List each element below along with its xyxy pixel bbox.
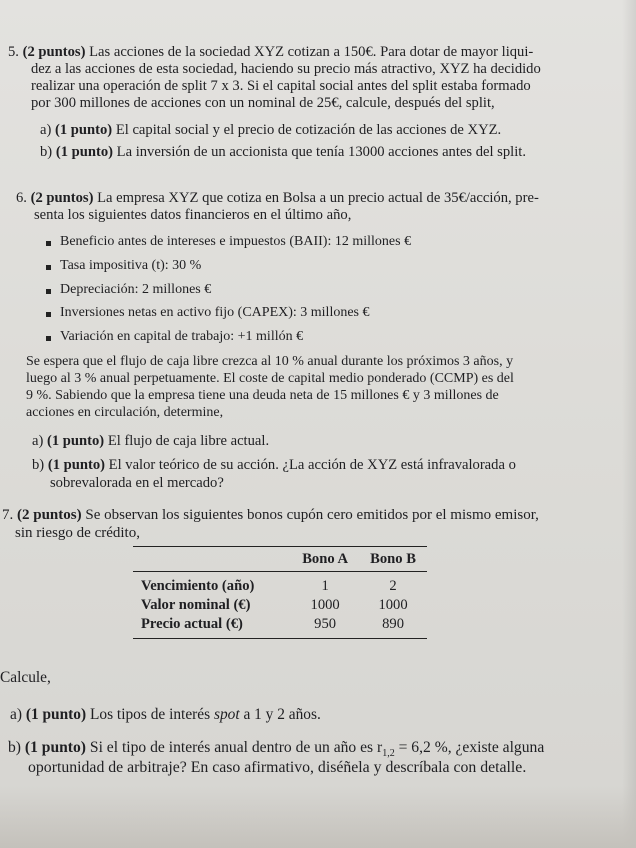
- problem-6-para-3: 9 %. Sabiendo que la empresa tiene una deuda neta de 15 millones € y 3 millones de: [26, 388, 499, 403]
- item-points: (1 punto): [55, 122, 113, 138]
- problem-6-points: (2 puntos): [30, 190, 94, 206]
- problem-7-item-b-cont: oportunidad de arbitraje? En caso afirmativo, diséñela y descríbala con detalle.: [28, 759, 527, 776]
- item-marker: b): [40, 144, 53, 160]
- item-marker: b): [8, 739, 21, 756]
- item-points: (1 punto): [47, 433, 105, 449]
- row-label: Valor nominal (€): [141, 597, 251, 613]
- item-text: a 1 y 2 años.: [239, 706, 321, 723]
- cell-bono-a: 950: [291, 615, 359, 639]
- bond-table: [133, 546, 427, 639]
- item-text: Los tipos de interés: [89, 706, 214, 723]
- item-points: (1 punto): [24, 739, 86, 756]
- cell-bono-b: 2: [389, 578, 397, 594]
- problem-6-item-b: [32, 456, 516, 474]
- problem-6-text-1: La empresa XYZ que cotiza en Bolsa a un precio actual de 35€/acción, pre-: [97, 190, 539, 206]
- list-item: Beneficio antes de intereses e impuestos (BAII): 12 millones €: [60, 234, 412, 249]
- table-header: [133, 547, 291, 572]
- item-marker: a): [32, 433, 44, 449]
- row-label: Precio actual (€): [133, 615, 291, 639]
- item-text-spot: spot: [213, 706, 240, 723]
- problem-6-para-4: acciones en circulación, determine,: [26, 405, 224, 420]
- item-marker: b): [32, 457, 45, 473]
- list-item: Variación en capital de trabajo: +1 millón €: [60, 329, 304, 344]
- problem-5-text-4: por 300 millones de acciones con un nominal de 25€, calcule, después del split,: [31, 95, 495, 111]
- page-edge-shadow: [622, 0, 636, 848]
- cell-bono-b: 890: [359, 615, 427, 639]
- problem-5-text-2: dez a las acciones de esta sociedad, haciendo su precio más atractivo, XYZ ha decidido: [31, 61, 541, 77]
- item-points: (1 punto): [25, 706, 87, 723]
- row-label: Vencimiento (año): [141, 578, 255, 594]
- problem-5-text-3: realizar una operación de split 7 x 3. Si el capital social antes del split estaba formado: [31, 78, 531, 94]
- item-text-subscript: 1,2: [382, 748, 395, 760]
- table-row: [133, 615, 427, 639]
- problem-7-line-1: [2, 507, 539, 524]
- item-text: = 6,2 %, ¿existe alguna: [394, 739, 545, 756]
- table-row: [133, 596, 427, 615]
- problem-6-text-2: senta los siguientes datos financieros en el último año,: [34, 207, 352, 223]
- problem-7-text-1: Se observan los siguientes bonos cupón cero emitidos por el mismo emisor,: [85, 507, 539, 523]
- item-points: (1 punto): [55, 144, 113, 160]
- problem-6-item-a: [32, 432, 269, 450]
- problem-6-number: 6.: [16, 190, 27, 206]
- problem-5-item-a: [40, 121, 501, 139]
- cell-bono-b: 1000: [378, 597, 408, 613]
- problem-6-line-1: [16, 190, 539, 207]
- problem-7-text-2: sin riesgo de crédito,: [15, 525, 140, 541]
- item-text: El valor teórico de su acción. ¿La acción de XYZ está infravalorada o: [108, 457, 516, 473]
- item-text: El flujo de caja libre actual.: [107, 433, 270, 449]
- item-text: Si el tipo de interés anual dentro de un año es r: [89, 739, 383, 756]
- table-header: Bono B: [359, 547, 427, 572]
- item-text: La inversión de un accionista que tenía 13000 acciones antes del split.: [116, 144, 526, 160]
- problem-6-para-2: luego al 3 % anual perpetuamente. El coste de capital medio ponderado (CCMP) es del: [26, 371, 514, 386]
- list-item: Inversiones netas en activo fijo (CAPEX): 3 millones €: [60, 305, 370, 320]
- item-points: (1 punto): [47, 457, 105, 473]
- cell-bono-a: 1: [321, 578, 329, 594]
- item-marker: a): [40, 122, 52, 138]
- item-text: El capital social y el precio de cotización de las acciones de XYZ.: [115, 122, 502, 138]
- table-header: Bono A: [291, 547, 359, 572]
- problem-6-para-1: Se espera que el flujo de caja libre crezca al 10 % anual durante los próximos 3 años, y: [26, 354, 514, 369]
- problem-5-number: 5.: [8, 44, 19, 60]
- calcule-label: Calcule,: [0, 669, 51, 686]
- problem-5-line-1: [8, 44, 533, 61]
- problem-5-points: (2 puntos): [22, 44, 86, 60]
- list-item: Depreciación: 2 millones €: [60, 282, 212, 297]
- table-header-row: [133, 547, 427, 572]
- table-row: [133, 572, 427, 597]
- problem-6-item-b-cont: sobrevalorada en el mercado?: [50, 475, 224, 491]
- problem-7-number: 7.: [2, 507, 14, 523]
- problem-7-item-a: [10, 705, 321, 724]
- cell-bono-a: 1000: [310, 597, 340, 613]
- list-item: Tasa impositiva (t): 30 %: [60, 258, 202, 273]
- item-marker: a): [10, 706, 22, 723]
- problem-5-item-b: [40, 143, 526, 161]
- problem-7-points: (2 puntos): [17, 507, 82, 523]
- problem-5-text-1: Las acciones de la sociedad XYZ cotizan a 150€. Para dotar de mayor liqui-: [89, 44, 534, 60]
